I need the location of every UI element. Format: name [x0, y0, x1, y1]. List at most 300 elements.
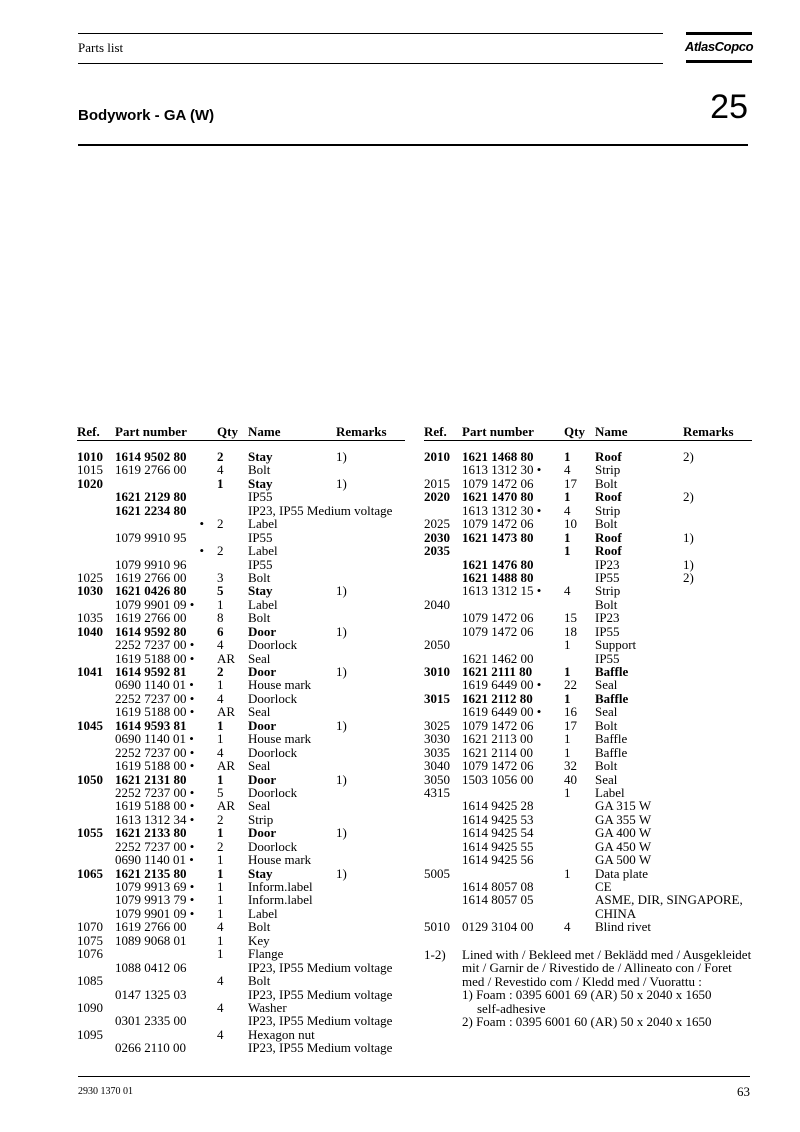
qty-cell: 1 [217, 825, 224, 841]
table-row [77, 840, 407, 853]
part-number-cell: 1503 1056 00 [462, 771, 534, 787]
name-cell: GA 400 W [595, 825, 652, 841]
qty-cell: 1 [217, 596, 224, 612]
ref-cell: 3035 [424, 744, 450, 760]
name-cell: IP23 [595, 556, 620, 572]
table-row [424, 786, 754, 799]
left-parts-table [77, 450, 407, 1055]
name-cell: IP23, IP55 Medium voltage [248, 1040, 393, 1056]
table-row [77, 934, 407, 947]
part-number-cell: 1614 9502 80 [115, 449, 187, 464]
ref-cell: 1070 [77, 919, 103, 935]
name-cell: Doorlock [248, 690, 298, 706]
name-cell: Strip [595, 583, 621, 599]
logo-bar-bottom [686, 60, 752, 63]
part-number-cell: 1079 9910 96 [115, 556, 187, 572]
right-parts-table [424, 450, 754, 934]
right-col-part-number: Part number [462, 424, 534, 439]
name-cell: Doorlock [248, 637, 298, 653]
name-cell: IP55 [248, 556, 273, 572]
qty-cell: 2 [217, 543, 224, 559]
qty-cell: 4 [217, 973, 224, 989]
name-cell: Key [248, 932, 270, 948]
part-number-cell: 1619 6449 00 • [462, 704, 542, 720]
document-number: 2930 1370 01 [78, 1086, 133, 1097]
name-cell: Strip [595, 462, 621, 478]
part-number-cell: 2252 7237 00 • [115, 838, 195, 854]
qty-cell: 16 [564, 704, 577, 720]
qty-cell: 4 [217, 919, 224, 935]
name-cell: Stay [248, 449, 273, 464]
table-row [77, 692, 407, 705]
table-row [77, 504, 407, 517]
ref-cell: 3050 [424, 771, 450, 787]
part-number-cell: 1621 2129 80 [115, 489, 187, 505]
remarks-cell: 1) [336, 449, 347, 464]
part-number-cell: 1079 9901 09 • [115, 596, 195, 612]
qty-cell: AR [217, 650, 236, 666]
part-number-cell: 1079 9910 95 [115, 529, 187, 545]
name-cell: CHINA [595, 905, 637, 921]
ref-cell: 1076 [77, 946, 103, 962]
ref-cell: 2040 [424, 596, 450, 612]
name-cell: Baffle [595, 690, 629, 706]
table-row [77, 1001, 407, 1014]
table-row [77, 907, 407, 920]
ref-cell: 3015 [424, 690, 450, 706]
name-cell: Label [248, 905, 278, 921]
table-row [424, 490, 754, 503]
name-cell: Stay [248, 865, 273, 881]
qty-cell: 1 [564, 690, 571, 706]
name-cell: Bolt [595, 717, 618, 733]
name-cell: Bolt [595, 596, 618, 612]
table-row [77, 813, 407, 826]
remarks-cell: 1) [336, 583, 347, 599]
right-col-ref: Ref. [424, 424, 447, 439]
table-row [77, 490, 407, 503]
qty-cell: 1 [564, 664, 571, 679]
left-col-qty: Qty [217, 424, 238, 439]
table-row [424, 759, 754, 772]
ref-cell: 1085 [77, 973, 103, 989]
name-cell: Flange [248, 946, 284, 962]
name-cell: IP55 [595, 623, 620, 639]
part-number-cell: 0301 2335 00 [115, 1013, 187, 1029]
remarks-cell: 1) [683, 556, 694, 572]
section-number: 25 [710, 88, 748, 126]
part-number-cell: 0690 1140 01 • [115, 852, 194, 868]
part-number-cell: 1613 1312 30 • [462, 462, 542, 478]
part-number-cell: 1079 1472 06 [462, 516, 534, 532]
qty-cell: 15 [564, 610, 577, 626]
name-cell: Seal [248, 798, 271, 814]
ref-cell: 3030 [424, 731, 450, 747]
table-row [77, 652, 407, 665]
qty-cell: 1 [217, 677, 224, 693]
table-row [77, 1014, 407, 1027]
qty-cell: 10 [564, 516, 577, 532]
part-number-cell: 2252 7237 00 • [115, 690, 195, 706]
name-cell: Bolt [595, 758, 618, 774]
left-col-name: Name [248, 424, 281, 439]
name-cell: IP55 [595, 650, 620, 666]
remarks-cell: 2) [683, 569, 694, 585]
qty-cell: 1 [217, 865, 224, 881]
part-number-cell: 1621 1488 80 [462, 569, 534, 585]
table-row [424, 450, 754, 463]
qty-cell: 1 [217, 892, 224, 908]
part-number-cell: 0690 1140 01 • [115, 731, 194, 747]
name-cell: Door [248, 825, 277, 841]
qty-cell: AR [217, 798, 236, 814]
logo-text: AtlasCopco [684, 39, 754, 54]
name-cell: Bolt [248, 569, 271, 585]
name-cell: Seal [248, 650, 271, 666]
table-row [424, 732, 754, 745]
name-cell: Stay [248, 583, 273, 599]
qty-cell: 1 [217, 879, 224, 894]
table-row [424, 799, 754, 812]
table-row [77, 1028, 407, 1041]
qty-cell: 2 [217, 811, 224, 827]
ref-cell: 1055 [77, 825, 103, 841]
ref-cell: 3025 [424, 717, 450, 733]
ref-cell: 4315 [424, 784, 450, 800]
name-cell: Bolt [595, 475, 618, 491]
table-row [77, 678, 407, 691]
table-row [424, 584, 754, 597]
ref-cell: 1045 [77, 717, 103, 733]
qty-cell: 1 [564, 865, 571, 881]
remarks-cell: 1) [336, 664, 347, 679]
ref-cell: 1090 [77, 999, 103, 1015]
qty-cell: 1 [217, 852, 224, 868]
qty-cell: 5 [217, 784, 224, 800]
name-cell: IP55 [595, 569, 620, 585]
qty-cell: 1 [564, 784, 571, 800]
right-col-name: Name [595, 424, 628, 439]
table-row [424, 853, 754, 866]
notes-line: self-adhesive [477, 1000, 546, 1016]
part-number-cell: 1613 1312 30 • [462, 502, 542, 518]
table-row [424, 719, 754, 732]
name-cell: Seal [595, 677, 618, 693]
table-row [77, 893, 407, 906]
table-row [77, 773, 407, 786]
ref-cell: 1010 [77, 449, 103, 464]
title-rule [78, 144, 748, 146]
ref-cell: 2025 [424, 516, 450, 532]
part-number-cell: 1621 1470 80 [462, 489, 534, 505]
part-number-cell: 1621 1473 80 [462, 529, 534, 545]
name-cell: Stay [248, 475, 273, 491]
part-number-cell: 1079 1472 06 [462, 717, 534, 733]
qty-cell: 1 [217, 717, 224, 733]
table-row [77, 477, 407, 490]
ref-cell: 2010 [424, 449, 450, 464]
name-cell: Strip [595, 502, 621, 518]
table-row [77, 786, 407, 799]
name-cell: Roof [595, 449, 622, 464]
part-number-cell: 1621 1476 80 [462, 556, 534, 572]
part-number-cell: 1619 2766 00 [115, 462, 187, 478]
table-row [77, 598, 407, 611]
name-cell: IP23, IP55 Medium voltage [248, 502, 393, 518]
name-cell: Seal [595, 771, 618, 787]
qty-cell: 1 [564, 489, 571, 505]
part-number-cell: 1621 1462 00 [462, 650, 534, 666]
part-number-cell: 1621 2131 80 [115, 771, 187, 787]
page-title: Bodywork - GA (W) [78, 107, 215, 124]
page-number: 63 [737, 1084, 750, 1099]
part-number-cell: 1621 2135 80 [115, 865, 187, 881]
qty-cell: 4 [564, 919, 571, 935]
qty-cell: 1 [564, 529, 571, 545]
table-row [424, 504, 754, 517]
name-cell: Baffle [595, 664, 629, 679]
table-row [77, 625, 407, 638]
name-cell: Roof [595, 489, 622, 505]
qty-cell: AR [217, 704, 236, 720]
notes-line: Lined with / Bekleed met / Beklädd med / Ausgekleidet [462, 947, 752, 962]
qty-cell: AR [217, 758, 236, 774]
ref-cell: 2030 [424, 529, 450, 545]
header-bottom-rule [78, 63, 663, 64]
qty-cell: 1 [564, 731, 571, 747]
name-cell: GA 500 W [595, 852, 652, 868]
right-col-remarks: Remarks [683, 424, 734, 439]
part-number-cell: • [199, 543, 204, 559]
qty-cell: 4 [217, 1026, 224, 1042]
name-cell: Seal [595, 704, 618, 720]
part-number-cell: 1079 1472 06 [462, 610, 534, 626]
table-row [77, 584, 407, 597]
name-cell: GA 355 W [595, 811, 652, 827]
part-number-cell: 1614 9592 80 [115, 623, 187, 639]
remarks-cell: 1) [336, 717, 347, 733]
table-row [77, 799, 407, 812]
name-cell: Bolt [248, 610, 271, 626]
ref-cell: 3010 [424, 664, 450, 679]
part-number-cell: 1614 9592 81 [115, 664, 187, 679]
table-row [424, 692, 754, 705]
part-number-cell: 0147 1325 03 [115, 986, 187, 1002]
part-number-cell: 1621 2114 00 [462, 744, 534, 760]
table-row [424, 638, 754, 651]
part-number-cell: 1614 8057 08 [462, 879, 534, 894]
name-cell: Label [248, 543, 278, 559]
part-number-cell: 1619 2766 00 [115, 569, 187, 585]
name-cell: Bolt [248, 462, 271, 478]
table-row [77, 638, 407, 651]
part-number-cell: 1079 9913 69 • [115, 879, 195, 894]
table-row [424, 625, 754, 638]
name-cell: Support [595, 637, 637, 653]
table-row [77, 463, 407, 476]
part-number-cell: 1079 9913 79 • [115, 892, 195, 908]
ref-cell: 1041 [77, 664, 103, 679]
qty-cell: 2 [217, 449, 224, 464]
name-cell: Roof [595, 529, 622, 545]
notes-line: 2) Foam : 0395 6001 60 (AR) 50 x 2040 x 1650 [462, 1014, 712, 1030]
table-row [77, 732, 407, 745]
name-cell: Bolt [595, 516, 618, 532]
table-row [77, 974, 407, 987]
part-number-cell: 1613 1312 34 • [115, 811, 195, 827]
qty-cell: 2 [217, 516, 224, 532]
name-cell: Door [248, 664, 277, 679]
part-number-cell: 1614 9425 55 [462, 838, 534, 854]
table-row [424, 893, 754, 906]
name-cell: Doorlock [248, 838, 298, 854]
table-row [77, 544, 407, 557]
part-number-cell: 1619 6449 00 • [462, 677, 542, 693]
name-cell: House mark [248, 731, 312, 747]
name-cell: Bolt [248, 973, 271, 989]
name-cell: Bolt [248, 919, 271, 935]
table-row [424, 907, 754, 920]
qty-cell: 2 [217, 838, 224, 854]
left-col-remarks: Remarks [336, 424, 387, 439]
part-number-cell: 1619 5188 00 • [115, 798, 195, 814]
table-row [77, 759, 407, 772]
qty-cell: 4 [217, 999, 224, 1015]
logo-bar-top [686, 32, 752, 35]
part-number-cell: 1619 5188 00 • [115, 650, 195, 666]
table-row [77, 1041, 407, 1054]
ref-cell: 3040 [424, 758, 450, 774]
table-row [77, 947, 407, 960]
name-cell: IP23, IP55 Medium voltage [248, 986, 393, 1002]
table-row [77, 517, 407, 530]
part-number-cell: 1614 8057 05 [462, 892, 534, 908]
name-cell: ASME, DIR, SINGAPORE, [595, 892, 743, 908]
part-number-cell: 1619 2766 00 [115, 610, 187, 626]
header-label: Parts list [78, 40, 124, 55]
notes-line: med / Revestido com / Kledd med / Vuorattu : [462, 973, 702, 989]
table-row [77, 920, 407, 933]
qty-cell: 2 [217, 664, 224, 679]
table-row [424, 531, 754, 544]
table-row [424, 571, 754, 584]
part-number-cell: 1614 9593 81 [115, 717, 187, 733]
part-number-cell: 1614 9425 28 [462, 798, 534, 814]
qty-cell: 4 [217, 462, 224, 478]
part-number-cell: 1079 1472 06 [462, 475, 534, 491]
part-number-cell: 1088 0412 06 [115, 959, 187, 975]
table-row [77, 961, 407, 974]
ref-cell: 1075 [77, 932, 103, 948]
table-row [77, 988, 407, 1001]
qty-cell: 5 [217, 583, 224, 599]
table-row [77, 880, 407, 893]
table-row [77, 450, 407, 463]
table-row [424, 746, 754, 759]
table-row [77, 719, 407, 732]
name-cell: Label [595, 784, 625, 800]
name-cell: IP23 [595, 610, 620, 626]
qty-cell: 6 [217, 623, 224, 639]
name-cell: Baffle [595, 744, 628, 760]
table-row [424, 813, 754, 826]
qty-cell: 1 [564, 449, 571, 464]
name-cell: CE [595, 879, 612, 894]
name-cell: Seal [248, 758, 271, 774]
qty-cell: 1 [217, 475, 224, 491]
notes-line: 1) Foam : 0395 6001 69 (AR) 50 x 2040 x 1650 [462, 987, 712, 1003]
ref-cell: 2050 [424, 637, 450, 653]
part-number-cell: 1621 2112 80 [462, 690, 533, 706]
qty-cell: 17 [564, 475, 577, 491]
ref-cell: 2020 [424, 489, 450, 505]
qty-cell: 1 [217, 946, 224, 962]
part-number-cell: 0690 1140 01 • [115, 677, 194, 693]
table-row [424, 826, 754, 839]
part-number-cell: 0129 3104 00 [462, 919, 534, 935]
part-number-cell: 1621 2133 80 [115, 825, 187, 841]
table-row [424, 544, 754, 557]
name-cell: Label [248, 516, 278, 532]
name-cell: IP55 [248, 489, 273, 505]
qty-cell: 8 [217, 610, 224, 626]
table-row [424, 773, 754, 786]
qty-cell: 1 [217, 932, 224, 948]
qty-cell: 32 [564, 758, 577, 774]
qty-cell: 18 [564, 623, 577, 639]
left-header-rule [77, 440, 405, 441]
part-number-cell: 1621 2111 80 [462, 664, 533, 679]
table-row [424, 705, 754, 718]
ref-cell: 1040 [77, 623, 103, 639]
table-row [77, 531, 407, 544]
part-number-cell: 1614 9425 54 [462, 825, 534, 841]
remarks-cell: 1) [336, 771, 347, 787]
table-row [77, 705, 407, 718]
notes-marker: 1-2) [424, 947, 446, 962]
qty-cell: 4 [217, 744, 224, 760]
header-top-rule [78, 33, 663, 34]
table-row [424, 867, 754, 880]
qty-cell: 4 [564, 462, 571, 478]
qty-cell: 1 [564, 744, 571, 760]
remarks-cell: 1) [336, 475, 347, 491]
part-number-cell: 1619 2766 00 [115, 919, 187, 935]
table-row [77, 867, 407, 880]
qty-cell: 1 [217, 905, 224, 921]
name-cell: Inform.label [248, 892, 313, 908]
name-cell: House mark [248, 677, 312, 693]
name-cell: Door [248, 623, 277, 639]
left-col-ref: Ref. [77, 424, 100, 439]
remarks-cell: 2) [683, 449, 694, 464]
right-col-qty: Qty [564, 424, 585, 439]
part-number-cell: 1079 1472 06 [462, 758, 534, 774]
table-row [424, 477, 754, 490]
part-number-cell: 1619 5188 00 • [115, 704, 195, 720]
part-number-cell: 1079 9901 09 • [115, 905, 195, 921]
part-number-cell: 1621 0426 80 [115, 583, 187, 599]
name-cell: Roof [595, 543, 622, 559]
table-row [424, 880, 754, 893]
table-row [424, 920, 754, 933]
part-number-cell: 2252 7237 00 • [115, 637, 195, 653]
name-cell: Inform.label [248, 879, 313, 894]
part-number-cell: 1079 1472 06 [462, 623, 534, 639]
name-cell: Doorlock [248, 744, 298, 760]
left-col-part-number: Part number [115, 424, 187, 439]
name-cell: IP23, IP55 Medium voltage [248, 959, 393, 975]
